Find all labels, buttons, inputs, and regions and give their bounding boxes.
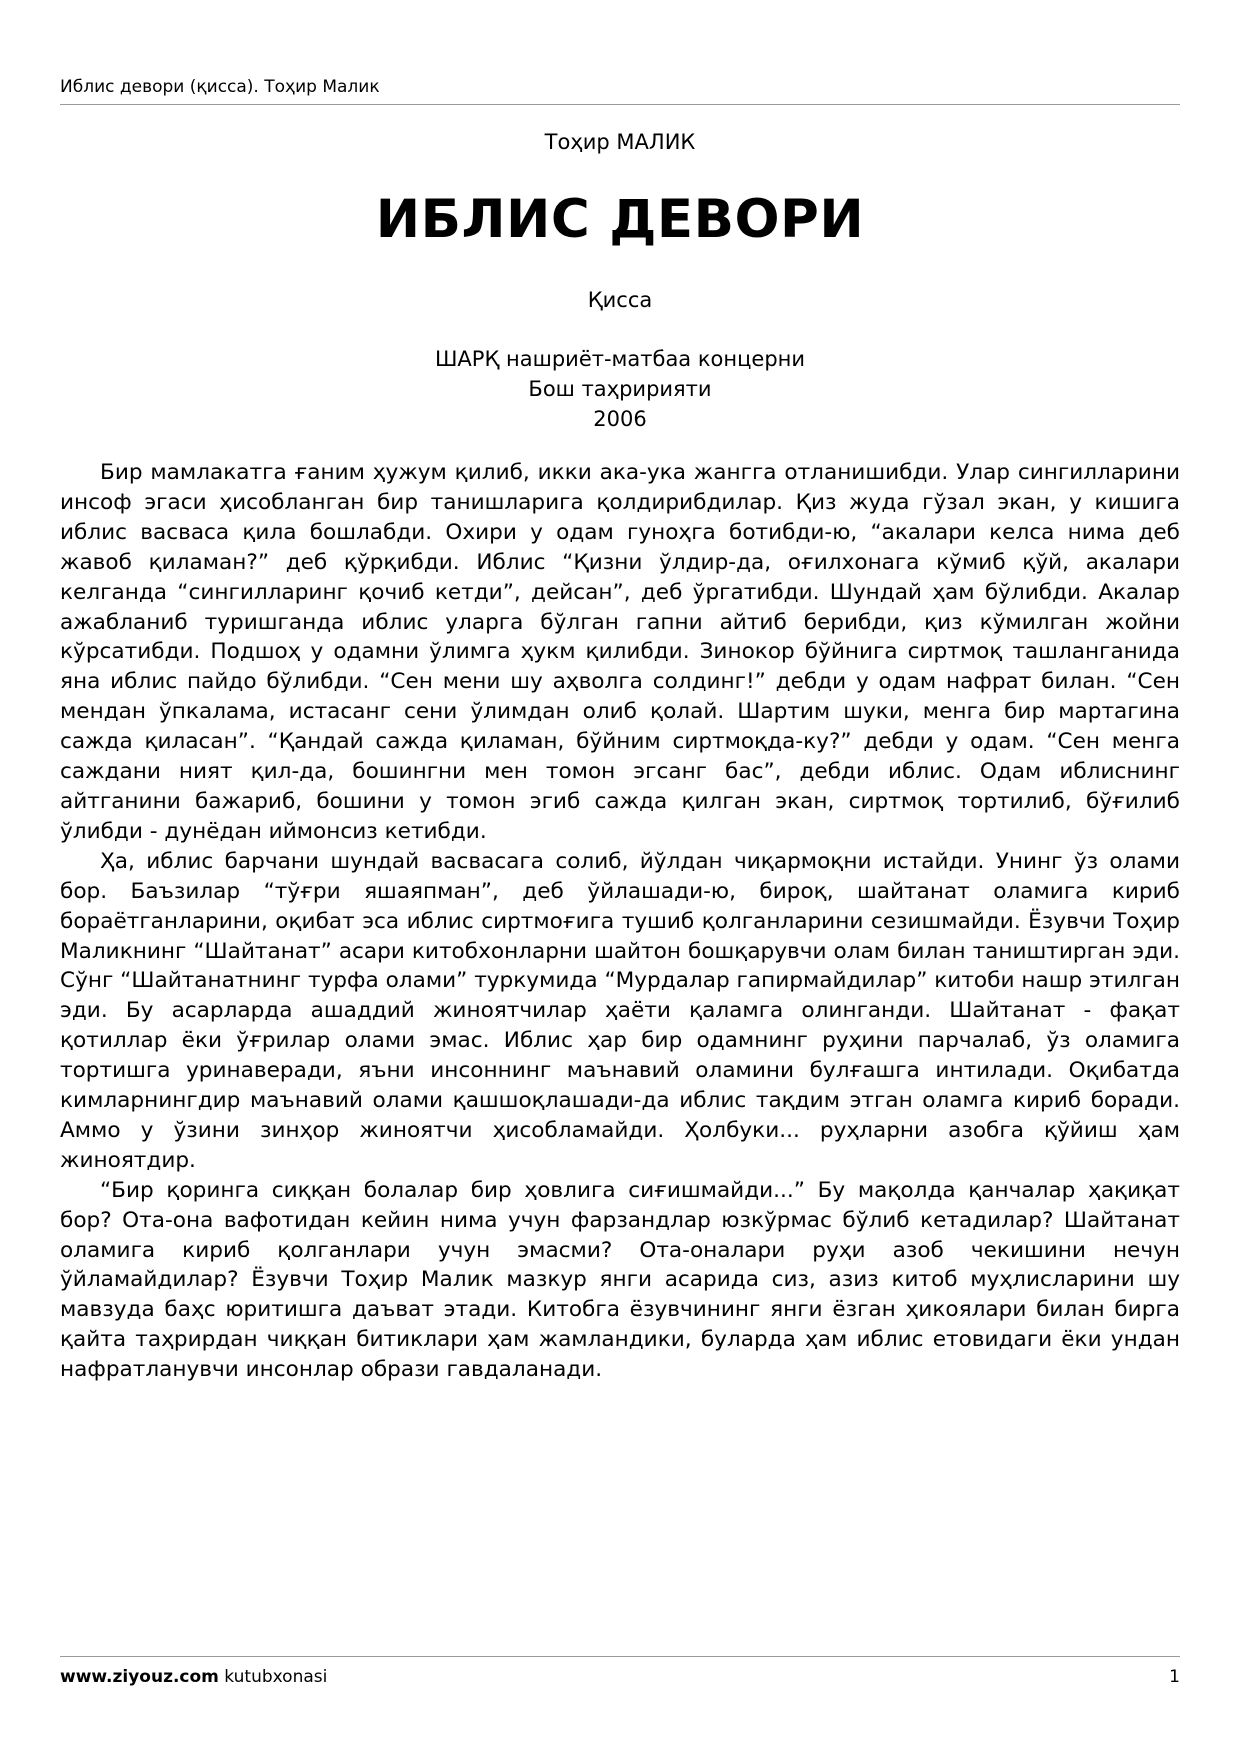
- footer-divider: [60, 1656, 1180, 1657]
- header-divider: [60, 104, 1180, 105]
- book-title: ИБЛИС ДЕВОРИ: [375, 189, 865, 250]
- publisher-block: [60, 344, 1180, 434]
- author-name: Тоҳир МАЛИК: [544, 130, 696, 154]
- running-header: Иблис девори (қисса). Тоҳир Малик: [60, 77, 380, 97]
- paragraph-1: Бир мамлакатга ғаним ҳужум қилиб, икки ака-ука жангга отланишибди. Улар сингилларини инсоф эгаси ҳисобланган бир танишларига қолдирибдилар. Қиз жуда гўзал экан, у кишига иблис васваса қила бошлабди. Охири у одам гуноҳга ботибди-ю, “акалари келса нима деб жавоб қиламан?” деб қўрқибди. Иблис “Қизни ўлдир-да, оғилхонага кўмиб қўй, акалари келганда “сингилларинг қочиб кетди”, дейсан”, деб ўргатибди. Шундай ҳам бўлибди. Акалар ажабланиб туришганда иблис уларга бўлган гапни айтиб берибди, қиз кўмилган жойни кўрсатибди. Подшоҳ у одамни ўлимга ҳукм қилибди. Зинокор бўйнига сиртмоқ ташланганида яна иблис пайдо бўлибди. “Сен мени шу аҳволга солдинг!” дебди у одам нафрат билан. “Сен мендан ўпкалама, истасанг сени ўлимдан олиб қолай. Шартим шуки, менга бир мартагина сажда қиласан”. “Қандай сажда қиламан, бўйним сиртмоқда-ку?” дебди у одам. “Сен менга саждани ният қил-да, бошингни мен томон эгсанг бас”, дебди иблис. Одам иблиснинг айтганини бажариб, бошини у томон эгиб сажда қилган экан, сиртмоқ тортилиб, бўғилиб ўлибди - дунёдан иймонсиз кетибди.: [60, 460, 1180, 844]
- publication-year: 2006: [593, 407, 647, 431]
- body-text: [60, 458, 1180, 1385]
- page-number: 1: [1169, 1667, 1180, 1687]
- paragraph-2: Ҳа, иблис барчани шундай васвасага солиб, йўлдан чиқармоқни истайди. Унинг ўз олами бор. Баъзилар “тўғри яшаяпман”, деб ўйлашади-ю, бироқ, шайтанат оламига кириб бораётганларини, оқибат эса иблис сиртмоғига тушиб қолганларини сезишмайди. Ёзувчи Тоҳир Маликнинг “Шайтанат” асари китобхонларни шайтон бошқарувчи олам билан таништирган эди. Сўнг “Шайтанатнинг турфа олами” туркумида “Мурдалар гапирмайдилар” китоби нашр этилган эди. Бу асарларда ашаддий жиноятчилар ҳаёти қаламга олинганди. Шайтанат - фақат қотиллар ёки ўғрилар олами эмас. Иблис ҳар бир одамнинг руҳини парчалаб, ўз оламига тортишга уринаверади, яъни инсоннинг маънавий оламини булғашга интилади. Оқибатда кимларнингдир маънавий олами қашшоқлашади-да иблис тақдим этган оламга кириб боради. Аммо у ўзини зинҳор жиноятчи ҳисобламайди. Ҳолбуки... руҳларни азобга қўйиш ҳам жиноятдир.: [60, 848, 1180, 1173]
- footer-site-link[interactable]: www.ziyouz.com: [60, 1667, 219, 1687]
- genre-label: Қисса: [587, 288, 653, 312]
- publisher-name: ШАРҚ нашриёт-матбаа концерни: [434, 347, 806, 371]
- publisher-editorial: Бош таҳририяти: [528, 377, 712, 401]
- page-footer: [60, 1666, 1180, 1688]
- footer-site-suffix: kutubxonasi: [218, 1667, 328, 1687]
- paragraph-3: “Бир қорингa сиққан болалар бир ҳовлига сиғишмайди...” Бу мақолда қанчалар ҳақиқат бор? Ота-она вафотидан кейин нима учун фарзандлар юзкўрмас бўлиб кетадилар? Шайтанат оламига кириб қолганлари учун эмасми? Ота-оналари руҳи азоб чекишини нечун ўйламайдилар? Ёзувчи Тоҳир Малик мазкур янги асарида сиз, азиз китоб муҳлисларини шу мавзуда баҳс юритишга даъват этади. Китобга ёзувчининг янги ёзган ҳикоялари билан бирга қайта таҳрирдан чиққан битиклари ҳам жамландики, буларда ҳам иблис етовидаги ёки ундан нафратланувчи инсонлар образи гавдаланади.: [60, 1177, 1180, 1383]
